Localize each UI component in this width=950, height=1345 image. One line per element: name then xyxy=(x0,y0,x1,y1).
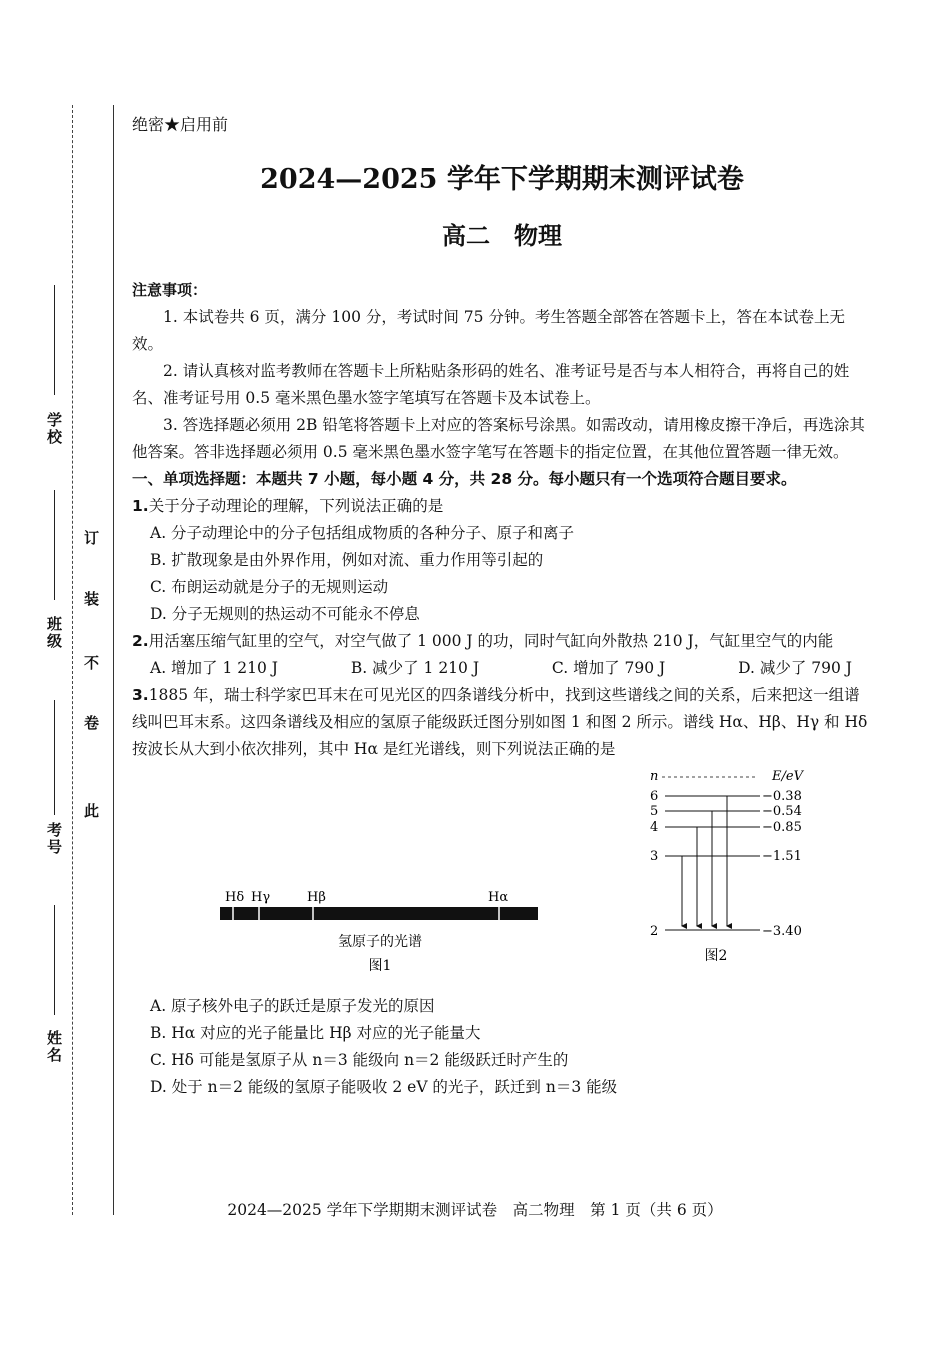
level-n: 3 xyxy=(650,849,659,864)
exam-no-fill-line xyxy=(54,700,55,815)
figure-1-caption: 氢原子的光谱 xyxy=(338,934,422,950)
question-1 xyxy=(132,493,872,520)
n-axis-label: n xyxy=(650,769,659,784)
school-label: 学校 xyxy=(45,412,63,446)
label-h-delta: Hδ xyxy=(225,890,245,905)
notice-heading: 注意事项： xyxy=(132,281,208,299)
option: B. Hα 对应的光子能量比 Hβ 对应的光子能量大 xyxy=(150,1024,481,1042)
name-label: 姓名 xyxy=(45,1030,63,1064)
figures xyxy=(132,763,872,993)
exam-title: 2024—2025 学年下学期期末测评试卷 xyxy=(260,164,744,195)
option: C. Hδ 可能是氢原子从 n＝3 能级向 n＝2 能级跃迁时产生的 xyxy=(150,1051,569,1069)
notice-item: 1. 本试卷共 6 页，满分 100 分，考试时间 75 分钟。考生答题全部答在答题卡上，答在本试卷上无效。 xyxy=(132,308,845,353)
exam-content xyxy=(132,112,872,1101)
label-h-beta: Hβ xyxy=(307,890,326,905)
option: D. 分子无规则的热运动不可能永不停息 xyxy=(150,605,420,623)
option: B. 减少了 1 210 J xyxy=(350,659,480,677)
question-number: 3. xyxy=(132,686,149,704)
level-energy: −0.54 xyxy=(762,804,802,819)
notice-item: 3. 答选择题必须用 2B 铅笔将答题卡上对应的答案标号涂黑。如需改动，请用橡皮擦干净后，再选涂其他答案。答非选择题必须用 0.5 毫米黑色墨水签字笔写在答题卡的指定位置，在其他位置答题一律无效。 xyxy=(132,416,865,461)
figure-2-label: 图2 xyxy=(704,948,728,964)
option: D. 减少了 790 J xyxy=(738,659,852,677)
exam-no-label: 考号 xyxy=(45,822,63,856)
option: A. 原子核外电子的跃迁是原子发光的原因 xyxy=(150,997,435,1015)
level-n: 6 xyxy=(650,789,659,804)
dashed-cut-line xyxy=(72,105,73,1215)
question-2 xyxy=(132,628,872,655)
class-label: 班级 xyxy=(45,616,63,650)
seal-char: 此 xyxy=(84,802,100,820)
level-energy: −0.38 xyxy=(762,789,802,804)
margin-border xyxy=(113,105,114,1215)
option: B. 扩散现象是由外界作用，例如对流、重力作用等引起的 xyxy=(150,551,544,569)
section-heading: 一、单项选择题：本题共 7 小题，每小题 4 分，共 28 分。每小题只有一个选项符合题目要求。 xyxy=(132,470,797,488)
level-energy: −1.51 xyxy=(762,849,802,864)
secret-label: 绝密★启用前 xyxy=(132,115,229,134)
spectrum-bar xyxy=(220,907,538,920)
level-energy: −3.40 xyxy=(762,924,802,939)
seal-char: 不 xyxy=(84,654,100,672)
figure-1-spectrum xyxy=(220,890,538,974)
question-number: 1. xyxy=(132,497,149,515)
notice-item: 2. 请认真核对监考教师在答题卡上所粘贴条形码的姓名、准考证号是否与本人相符合，再将自己的姓名、准考证号用 0.5 毫米黑色墨水签字笔填写在答题卡及本试卷上。 xyxy=(132,362,850,407)
seal-char: 装 xyxy=(84,590,100,608)
page-footer: 2024—2025 学年下学期期末测评试卷 高二物理 第 1 页（共 6 页） xyxy=(227,1201,723,1219)
level-n: 2 xyxy=(650,924,659,939)
option: A. 增加了 1 210 J xyxy=(150,659,278,677)
question-3 xyxy=(132,682,872,763)
seal-char: 订 xyxy=(84,529,100,547)
school-fill-line xyxy=(54,285,55,395)
figures-svg xyxy=(132,763,872,993)
question-number: 2. xyxy=(132,632,149,650)
binding-margin xyxy=(0,0,115,1345)
options-row xyxy=(132,655,872,682)
label-h-gamma: Hγ xyxy=(251,890,271,905)
label-h-alpha: Hα xyxy=(488,890,509,905)
class-fill-line xyxy=(54,490,55,600)
figure-2-energy-levels xyxy=(650,769,805,964)
option: C. 布朗运动就是分子的无规则运动 xyxy=(150,578,389,596)
level-energy: −0.85 xyxy=(762,820,802,835)
energy-axis-label: E/eV xyxy=(772,769,803,784)
seal-char: 卷 xyxy=(84,714,100,732)
option: D. 处于 n＝2 能级的氢原子能吸收 2 eV 的光子，跃迁到 n＝3 能级 xyxy=(150,1078,618,1096)
exam-subtitle: 高二 物理 xyxy=(442,222,562,250)
level-n: 5 xyxy=(650,804,659,819)
question-stem: 用活塞压缩气缸里的空气，对空气做了 1 000 J 的功，同时气缸向外散热 210 J，气缸里空气的内能 xyxy=(148,632,834,650)
option: A. 分子动理论中的分子包括组成物质的各种分子、原子和离子 xyxy=(150,524,575,542)
option: C. 增加了 790 J xyxy=(551,659,666,677)
question-stem: 1885 年，瑞士科学家巴耳末在可见光区的四条谱线分析中，找到这些谱线之间的关系，后来把这一组谱线叫巴耳末系。这四条谱线及相应的氢原子能级跃迁图分别如图 1 和图 2 所示。谱线 Hα、Hβ、Hγ 和 Hδ 按波长从大到小依次排列，其中 Hα 是红光谱线，则下列说法正确的是 xyxy=(132,686,868,758)
name-fill-line xyxy=(54,905,55,1015)
question-stem: 关于分子动理论的理解，下列说法正确的是 xyxy=(148,497,444,515)
figure-1-label: 图1 xyxy=(368,958,392,974)
level-n: 4 xyxy=(650,820,659,835)
